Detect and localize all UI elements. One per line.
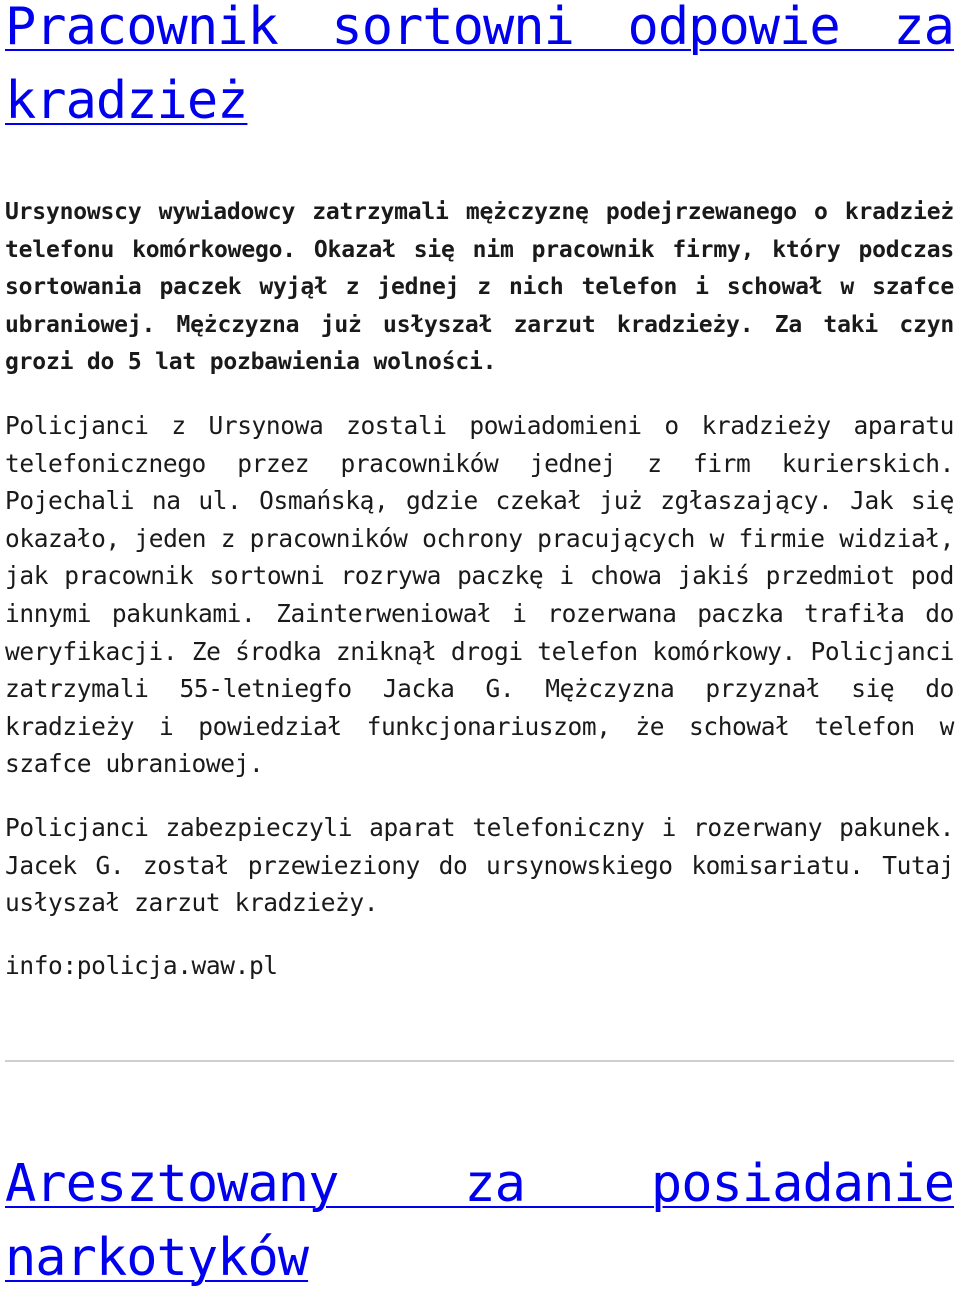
article-title xyxy=(5,1147,954,1295)
article-paragraph: Policjanci zabezpieczyli aparat telefoniczny i rozerwany pakunek. Jacek G. został przewieziony do ursynowskiego komisariatu. Tutaj usłyszał zarzut kradzieży. xyxy=(5,813,954,918)
article-source: info:policja.waw.pl xyxy=(5,951,278,980)
article-title-link[interactable]: Pracownik sortowni odpowie za kradzież xyxy=(5,0,954,131)
article-paragraph: Policjanci z Ursynowa zostali powiadomieni o kradzieży aparatu telefonicznego przez pracowników jednej z firm kurierskich. Pojechali na ul. Osmańską, gdzie czekał już zgłaszający. Jak się okazało, jeden z pracowników ochrony pracujących w firmie widział, jak pracownik sortowni rozrywa paczkę i chowa jakiś przedmiot pod innymi pakunkami. Zainterweniował i rozerwana paczka trafiła do weryfikacji. Ze środka zniknął drogi telefon komórkowy. Policjanci zatrzymali 55-letniegfo Jacka G. Mężczyzna przyznał się do kradzieży i powiedział funkcjonariuszom, że schował telefon w szafce ubraniowej. xyxy=(5,411,954,779)
article-title-link[interactable]: Aresztowany za posiadanie narkotyków xyxy=(5,1154,954,1288)
article-separator xyxy=(5,1060,954,1062)
article-title xyxy=(5,0,954,138)
article-lead: Ursynowscy wywiadowcy zatrzymali mężczyznę podejrzewanego o kradzież telefonu komórkowego. Okazał się nim pracownik firmy, który podczas sortowania paczek wyjął z jednej z nich telefon i schował w szafce ubraniowej. Mężczyzna już usłyszał zarzut kradzieży. Za taki czyn grozi do 5 lat pozbawienia wolności. xyxy=(5,199,954,376)
